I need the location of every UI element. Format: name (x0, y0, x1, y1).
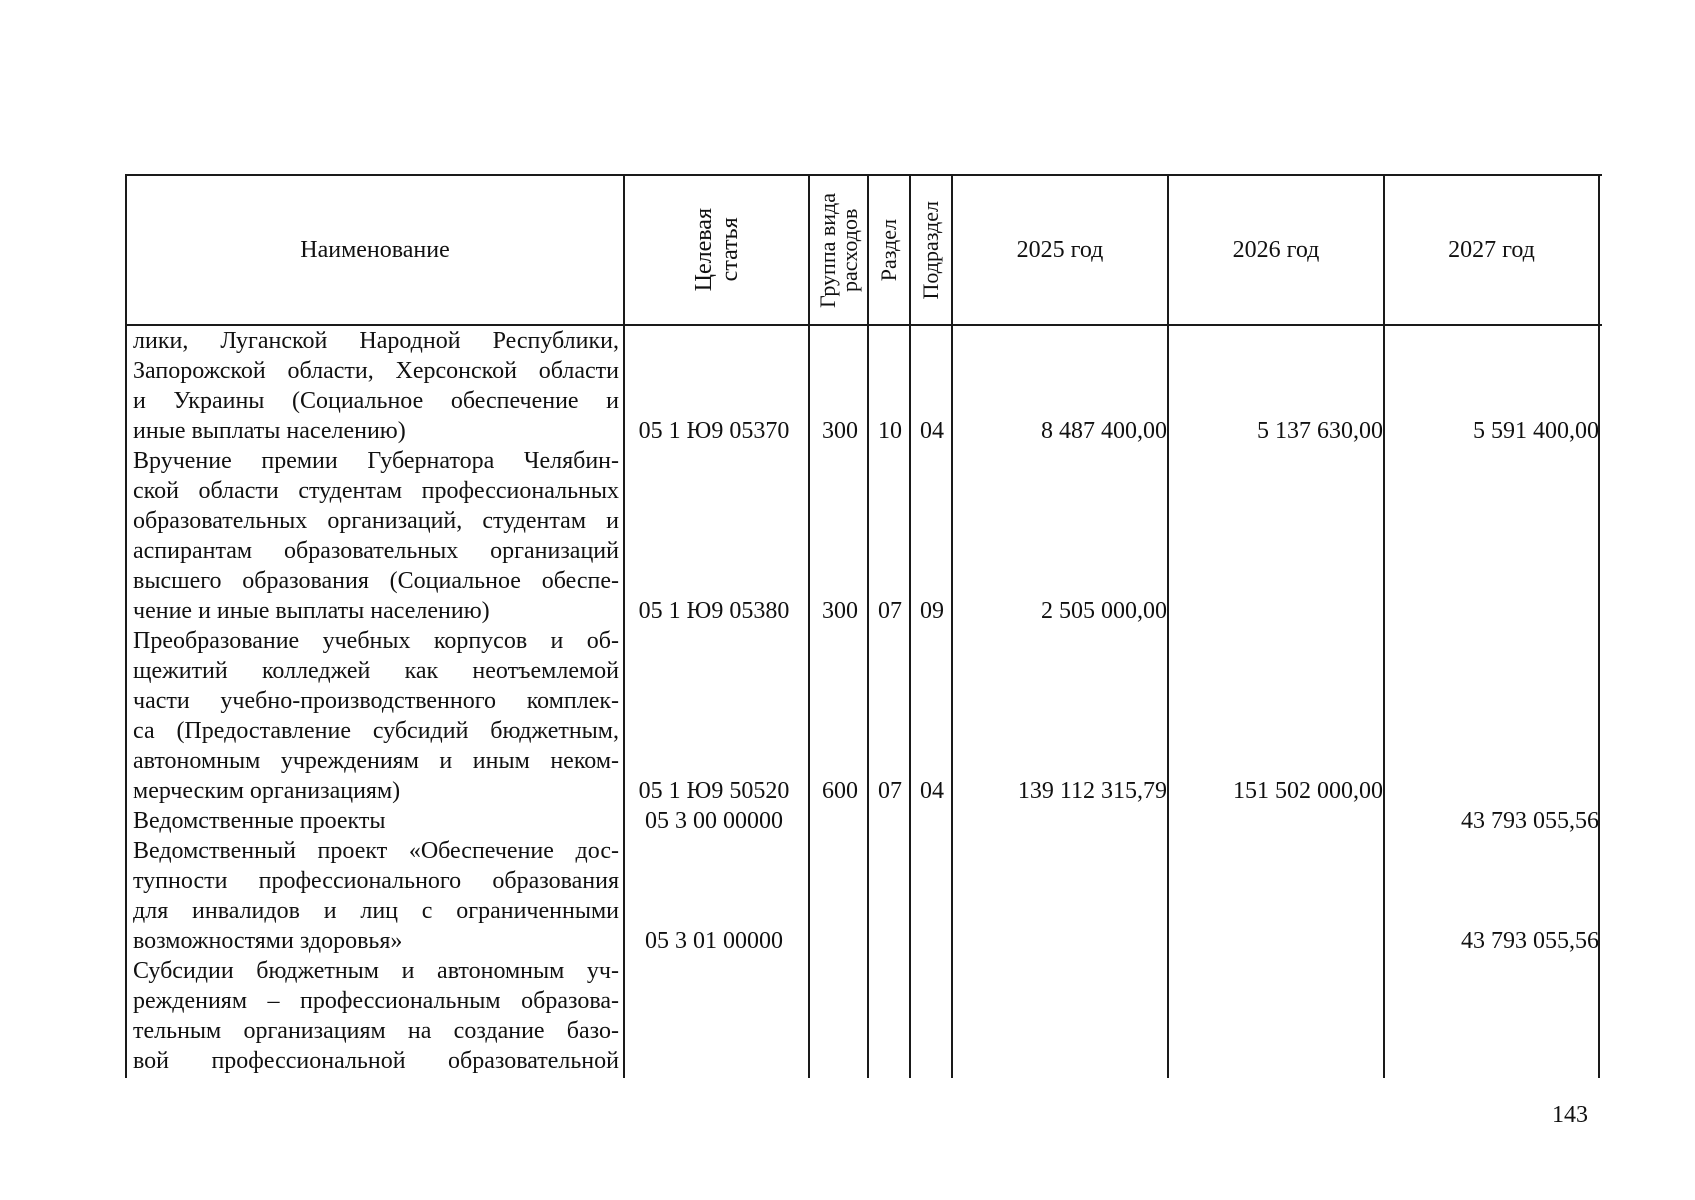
row-2027: 43 793 055,56 (1461, 808, 1599, 834)
header-subsection: Подраздел (918, 200, 943, 300)
row-code: 05 3 01 00000 (645, 928, 783, 954)
row-code: 05 1 Ю9 50520 (638, 778, 790, 804)
table-row (127, 806, 1602, 836)
row-2027: 5 591 400,00 (1473, 418, 1599, 444)
row-group: 300 (822, 418, 858, 444)
row-2026: 151 502 000,00 (1233, 778, 1383, 804)
table-row (127, 326, 1602, 446)
row-name: Ведомственный проект «Обеспечение дос- тупности профессионального образования для инвалидов и лиц с ограниченными возможностями здоровья» (133, 838, 619, 954)
header-2026: 2026 год (1232, 236, 1320, 263)
row-group: 300 (822, 598, 858, 624)
row-2025: 139 112 315,79 (1017, 778, 1167, 804)
table-row (127, 446, 1602, 626)
row-section: 07 (878, 598, 902, 624)
header-expense-group: Группа вида расходов (814, 192, 862, 308)
row-section: 10 (878, 418, 902, 444)
header-2027: 2027 год (1448, 236, 1535, 263)
page-number: 143 (1552, 1102, 1588, 1128)
header-2025: 2025 год (1016, 236, 1104, 263)
row-2027: 43 793 055,56 (1461, 928, 1599, 954)
table-body (127, 326, 1602, 1076)
row-subsection: 04 (920, 418, 944, 444)
row-group: 600 (822, 778, 858, 804)
table-row (127, 956, 1602, 1076)
header-name: Наименование (300, 236, 450, 263)
header-target-article: Целевая статья (690, 208, 743, 292)
row-subsection: 04 (920, 778, 944, 804)
row-code: 05 1 Ю9 05380 (638, 598, 790, 624)
row-section: 07 (878, 778, 902, 804)
header-section: Раздел (876, 218, 901, 282)
row-name: Ведомственные проекты (133, 808, 386, 834)
row-name: лики, Луганской Народной Республики, Запорожской области, Херсонской области и Украины (Социальное обеспечение и иные выплаты населению) (133, 328, 619, 444)
row-name: Вручение премии Губернатора Челябин- ской области студентам профессиональных образовательных организаций, студентам и аспирантам образовательных организаций высшего образования (Социальное обеспе- чение и иные выплаты населению) (133, 448, 619, 624)
table-row (127, 626, 1602, 806)
budget-table (125, 174, 1602, 1078)
row-name: Преобразование учебных корпусов и об- щежитий колледжей как неотъемлемой части учебно-производственного комплек- са (Предоставление субсидий бюджетным, автономным учреждениям и иным неком- мерческим организациям) (133, 628, 619, 804)
row-subsection: 09 (920, 598, 944, 624)
row-2025: 8 487 400,00 (1041, 418, 1167, 444)
row-name: Субсидии бюджетным и автономным уч- реждениям – профессиональным образова- тельным организациям на создание базо- вой профессиональной образовательной (133, 958, 619, 1074)
row-2026: 5 137 630,00 (1257, 418, 1383, 444)
table-row (127, 836, 1602, 956)
row-code: 05 1 Ю9 05370 (638, 418, 790, 444)
row-code: 05 3 00 00000 (645, 808, 783, 834)
row-2025: 2 505 000,00 (1041, 598, 1167, 624)
